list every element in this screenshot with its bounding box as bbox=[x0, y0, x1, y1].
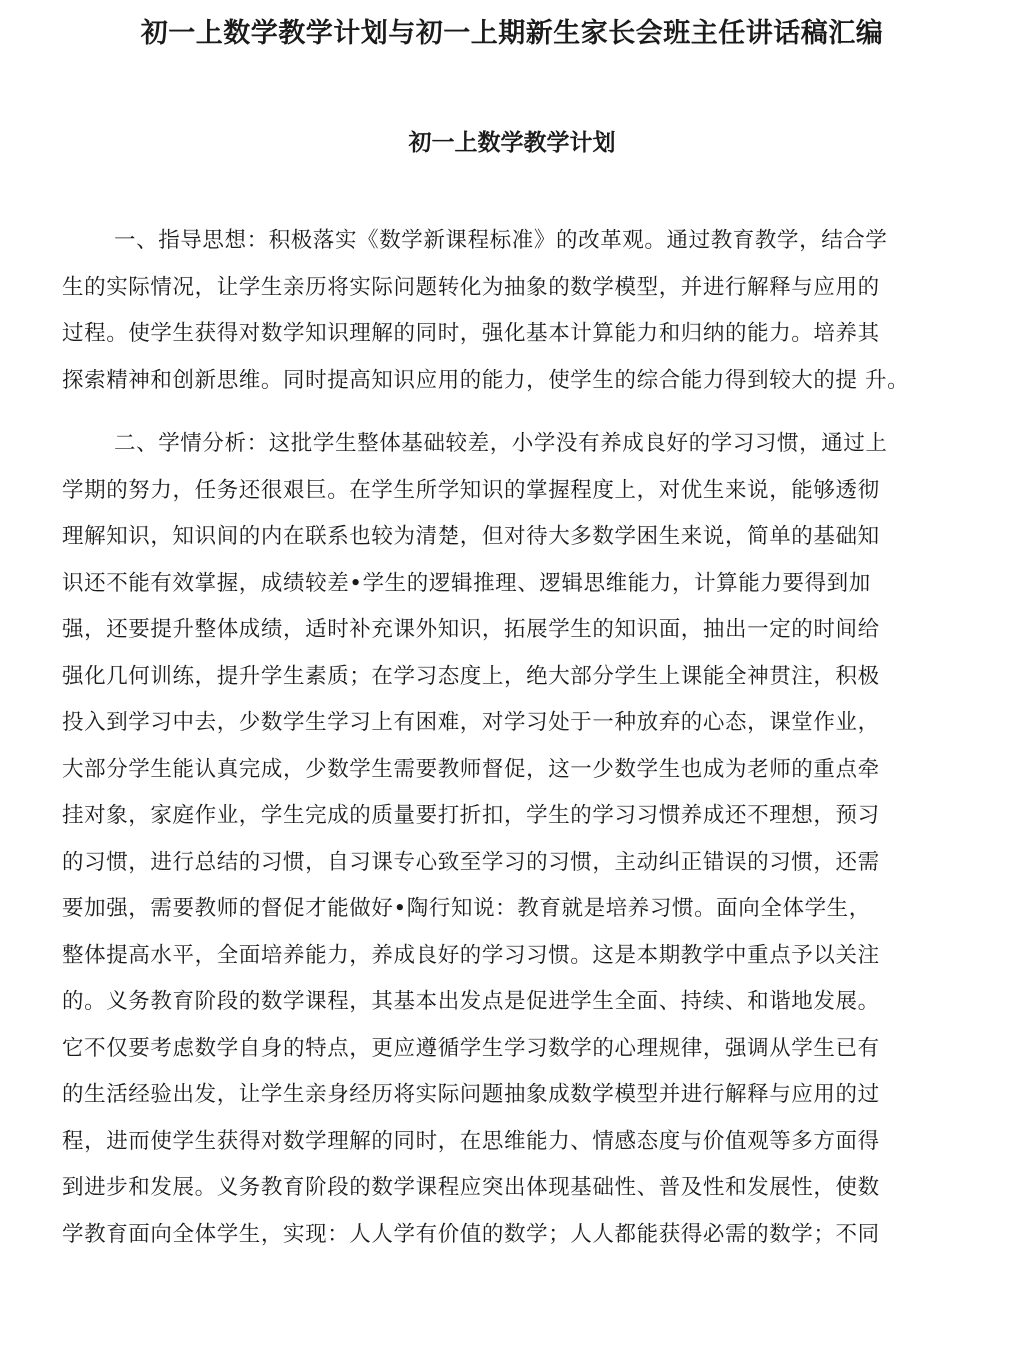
document-title: 初一上数学教学计划与初一上期新生家长会班主任讲话稿汇编 bbox=[140, 18, 884, 49]
paragraph-student-analysis bbox=[62, 421, 942, 1258]
paragraph-line: 强化几何训练，提升学生素质；在学习态度上，绝大部分学生上课能全神贯注，积极 bbox=[62, 663, 880, 689]
paragraph-guiding-ideology bbox=[62, 218, 942, 404]
paragraph-line: 整体提高水平，全面培养能力，养成良好的学习习惯。这是本期教学中重点予以关注 bbox=[62, 942, 880, 968]
paragraph-line: 一、指导思想：积极落实《数学新课程标准》的改革观。通过教育教学，结合学 bbox=[114, 228, 888, 253]
paragraph-line: 它不仅要考虑数学自身的特点，更应遵循学生学习数学的心理规律，强调从学生已有 bbox=[62, 1035, 880, 1061]
paragraph-line: 学期的努力，任务还很艰巨。在学生所学知识的掌握程度上，对优生来说，能够透彻 bbox=[62, 477, 880, 503]
paragraph-line: 学教育面向全体学生，实现：人人学有价值的数学；人人都能获得必需的数学；不同 bbox=[62, 1221, 880, 1247]
paragraph-line: 识还不能有效掌握，成绩较差•学生的逻辑推理、逻辑思维能力，计算能力要得到加 bbox=[62, 570, 871, 596]
paragraph-line: 理解知识，知识间的内在联系也较为清楚，但对待大多数学困生来说，简单的基础知 bbox=[62, 524, 880, 549]
paragraph-line: 的。义务教育阶段的数学课程，其基本出发点是促进学生全面、持续、和谐地发展。 bbox=[62, 989, 880, 1014]
paragraph-line: 到进步和发展。义务教育阶段的数学课程应突出体现基础性、普及性和发展性，使数 bbox=[62, 1175, 880, 1200]
paragraph-line: 生的实际情况，让学生亲历将实际问题转化为抽象的数学模型，并进行解释与应用的 bbox=[62, 274, 880, 300]
paragraph-line: 强，还要提升整体成绩，适时补充课外知识，拓展学生的知识面，抽出一定的时间给 bbox=[62, 617, 880, 642]
paragraph-line: 探索精神和创新思维。同时提高知识应用的能力，使学生的综合能力得到较大的提 升。 bbox=[62, 367, 910, 393]
paragraph-line: 过程。使学生获得对数学知识理解的同时，强化基本计算能力和归纳的能力。培养其 bbox=[62, 321, 880, 346]
section-title: 初一上数学教学计划 bbox=[408, 130, 616, 156]
paragraph-line: 要加强，需要教师的督促才能做好•陶行知说：教育就是培养习惯。面向全体学生， bbox=[62, 896, 871, 921]
paragraph-line: 的习惯，进行总结的习惯，自习课专心致至学习的习惯，主动纠正错误的习惯，还需 bbox=[62, 849, 880, 875]
paragraph-line: 二、学情分析：这批学生整体基础较差，小学没有养成良好的学习习惯，通过上 bbox=[114, 431, 888, 456]
paragraph-line: 投入到学习中去，少数学生学习上有困难，对学习处于一种放弃的心态，课堂作业， bbox=[62, 710, 880, 735]
paragraph-line: 的生活经验出发，让学生亲身经历将实际问题抽象成数学模型并进行解释与应用的过 bbox=[62, 1082, 880, 1107]
paragraph-line: 程，进而使学生获得对数学理解的同时，在思维能力、情感态度与价值观等多方面得 bbox=[62, 1128, 880, 1154]
paragraph-line: 大部分学生能认真完成，少数学生需要教师督促，这一少数学生也成为老师的重点牵 bbox=[62, 756, 880, 782]
paragraph-line: 挂对象，家庭作业，学生完成的质量要打折扣，学生的学习习惯养成还不理想，预习 bbox=[62, 803, 880, 828]
